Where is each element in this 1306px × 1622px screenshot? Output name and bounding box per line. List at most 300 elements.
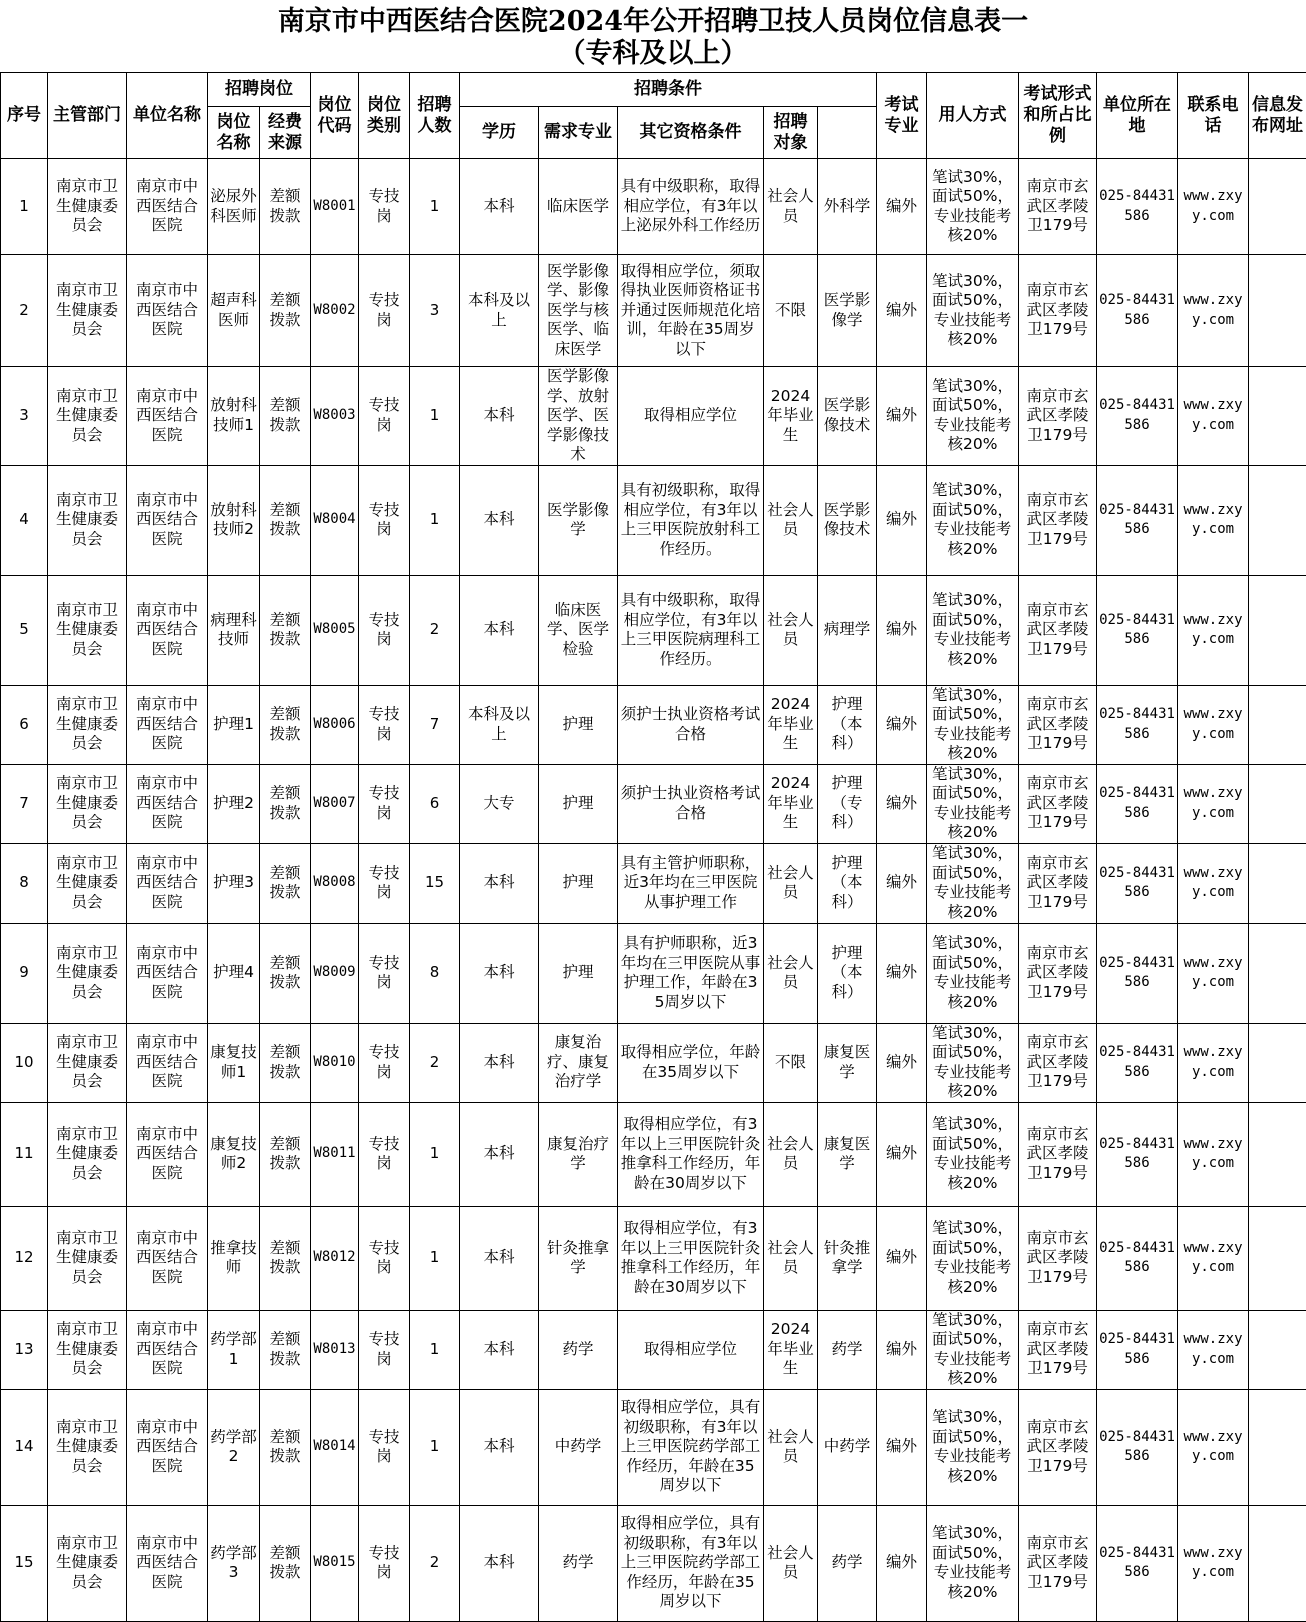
cell-website: www.zxyy.com: [1178, 367, 1249, 466]
cell-category: 专技岗: [359, 764, 410, 843]
table-row: [1, 685, 1306, 764]
table-row: [1, 843, 1306, 923]
cell-notes: [1249, 923, 1306, 1023]
cell-seq: 8: [1, 843, 48, 923]
cell-seq: 11: [1, 1102, 48, 1206]
cell-employ: 编外: [877, 1023, 927, 1102]
cell-code: W8009: [311, 923, 359, 1023]
table-row: [1, 159, 1306, 255]
cell-location: 南京市玄武区孝陵卫179号: [1019, 465, 1097, 575]
cell-category: 专技岗: [359, 843, 410, 923]
cell-notes: [1249, 465, 1306, 575]
cell-website: www.zxyy.com: [1178, 465, 1249, 575]
cell-count: 7: [410, 685, 460, 764]
cell-exam-form: 笔试30%，面试50%，专业技能考核20%: [927, 923, 1019, 1023]
cell-post: 康复技师1: [208, 1023, 260, 1102]
header-dept: 主管部门: [48, 73, 127, 159]
cell-target: 社会人员: [764, 465, 818, 575]
cell-unit: 南京市中西医结合医院: [127, 1505, 208, 1621]
cell-dept: 南京市卫生健康委员会: [48, 1505, 127, 1621]
cell-edu: 本科: [460, 1389, 539, 1505]
cell-dept: 南京市卫生健康委员会: [48, 1102, 127, 1206]
cell-phone: 025-84431586: [1097, 1310, 1178, 1389]
cell-other: 取得相应学位: [618, 1310, 764, 1389]
cell-website: www.zxyy.com: [1178, 1102, 1249, 1206]
cell-location: 南京市玄武区孝陵卫179号: [1019, 1389, 1097, 1505]
cell-notes: [1249, 367, 1306, 466]
cell-edu: 本科: [460, 843, 539, 923]
cell-target: 2024年毕业生: [764, 1310, 818, 1389]
table-row: [1, 923, 1306, 1023]
cell-phone: 025-84431586: [1097, 1102, 1178, 1206]
cell-notes: [1249, 843, 1306, 923]
recruitment-table: [0, 72, 1306, 1622]
cell-exam-form: 笔试30%，面试50%，专业技能考核20%: [927, 1206, 1019, 1310]
cell-target: 2024年毕业生: [764, 367, 818, 466]
cell-edu: 本科: [460, 1023, 539, 1102]
cell-target: 社会人员: [764, 843, 818, 923]
cell-exam-major: 康复医学: [818, 1023, 877, 1102]
cell-location: 南京市玄武区孝陵卫179号: [1019, 843, 1097, 923]
cell-phone: 025-84431586: [1097, 255, 1178, 367]
cell-dept: 南京市卫生健康委员会: [48, 1310, 127, 1389]
cell-edu: 本科: [460, 1206, 539, 1310]
cell-post: 推拿技师: [208, 1206, 260, 1310]
cell-target: 不限: [764, 255, 818, 367]
cell-target: 社会人员: [764, 1206, 818, 1310]
cell-post: 药学部1: [208, 1310, 260, 1389]
cell-exam-form: 笔试30%，面试50%，专业技能考核20%: [927, 255, 1019, 367]
cell-website: www.zxyy.com: [1178, 1505, 1249, 1621]
cell-location: 南京市玄武区孝陵卫179号: [1019, 923, 1097, 1023]
cell-other: 取得相应学位，年龄在35周岁以下: [618, 1023, 764, 1102]
page-subtitle: （专科及以上）: [0, 38, 1306, 72]
cell-unit: 南京市中西医结合医院: [127, 1206, 208, 1310]
cell-exam-major: 医学影像技术: [818, 465, 877, 575]
cell-funding: 差额拨款: [260, 159, 311, 255]
cell-category: 专技岗: [359, 685, 410, 764]
header-post-group: 招聘岗位: [208, 73, 311, 107]
cell-count: 8: [410, 923, 460, 1023]
cell-seq: 4: [1, 465, 48, 575]
cell-target: 社会人员: [764, 1102, 818, 1206]
cell-exam-form: 笔试30%，面试50%，专业技能考核20%: [927, 367, 1019, 466]
cell-category: 专技岗: [359, 1023, 410, 1102]
cell-other: 取得相应学位: [618, 367, 764, 466]
cell-category: 专技岗: [359, 255, 410, 367]
cell-other: 取得相应学位，具有初级职称，有3年以上三甲医院药学部工作经历，年龄在35周岁以下: [618, 1389, 764, 1505]
cell-other: 须护士执业资格考试合格: [618, 685, 764, 764]
cell-code: W8006: [311, 685, 359, 764]
cell-seq: 10: [1, 1023, 48, 1102]
cell-edu: 本科: [460, 159, 539, 255]
cell-exam-form: 笔试30%，面试50%，专业技能考核20%: [927, 1310, 1019, 1389]
cell-seq: 6: [1, 685, 48, 764]
cell-code: W8008: [311, 843, 359, 923]
cell-other: 取得相应学位，须取得执业医师资格证书并通过医师规范化培训，年龄在35周岁以下: [618, 255, 764, 367]
header-exam-form: 考试形式和所占比例: [1019, 73, 1097, 159]
header-exam-major: 考试专业: [877, 73, 927, 159]
cell-funding: 差额拨款: [260, 1310, 311, 1389]
cell-dept: 南京市卫生健康委员会: [48, 255, 127, 367]
cell-employ: 编外: [877, 159, 927, 255]
cell-post: 护理3: [208, 843, 260, 923]
cell-unit: 南京市中西医结合医院: [127, 465, 208, 575]
table-row: [1, 1310, 1306, 1389]
cell-post: 康复技师2: [208, 1102, 260, 1206]
cell-count: 1: [410, 1206, 460, 1310]
cell-other: 取得相应学位，有3年以上三甲医院针灸推拿科工作经历，年龄在30周岁以下: [618, 1206, 764, 1310]
cell-exam-major: 医学影像学: [818, 255, 877, 367]
cell-code: W8002: [311, 255, 359, 367]
cell-seq: 1: [1, 159, 48, 255]
cell-notes: [1249, 159, 1306, 255]
cell-unit: 南京市中西医结合医院: [127, 1310, 208, 1389]
cell-other: 须护士执业资格考试合格: [618, 764, 764, 843]
cell-edu: 大专: [460, 764, 539, 843]
cell-edu: 本科: [460, 465, 539, 575]
cell-category: 专技岗: [359, 1310, 410, 1389]
cell-phone: 025-84431586: [1097, 1389, 1178, 1505]
cell-category: 专技岗: [359, 465, 410, 575]
cell-category: 专技岗: [359, 159, 410, 255]
cell-employ: 编外: [877, 685, 927, 764]
cell-major: 护理: [539, 843, 618, 923]
cell-code: W8010: [311, 1023, 359, 1102]
cell-post: 护理4: [208, 923, 260, 1023]
cell-exam-form: 笔试30%，面试50%，专业技能考核20%: [927, 465, 1019, 575]
cell-major: 中药学: [539, 1389, 618, 1505]
cell-major: 康复治疗学: [539, 1102, 618, 1206]
cell-code: W8005: [311, 575, 359, 685]
cell-phone: 025-84431586: [1097, 685, 1178, 764]
cell-exam-major: 医学影像技术: [818, 367, 877, 466]
cell-other: 具有初级职称，取得相应学位，有3年以上三甲医院放射科工作经历。: [618, 465, 764, 575]
cell-other: 具有护师职称，近3年均在三甲医院从事护理工作，年龄在35周岁以下: [618, 923, 764, 1023]
cell-edu: 本科: [460, 1310, 539, 1389]
cell-seq: 3: [1, 367, 48, 466]
cell-location: 南京市玄武区孝陵卫179号: [1019, 367, 1097, 466]
header-funding: 经费来源: [260, 107, 311, 159]
cell-post: 泌尿外科医师: [208, 159, 260, 255]
cell-phone: 025-84431586: [1097, 1505, 1178, 1621]
cell-dept: 南京市卫生健康委员会: [48, 685, 127, 764]
cell-unit: 南京市中西医结合医院: [127, 764, 208, 843]
cell-target: 社会人员: [764, 1505, 818, 1621]
cell-employ: 编外: [877, 1206, 927, 1310]
cell-post: 药学部2: [208, 1389, 260, 1505]
cell-exam-major: 康复医学: [818, 1102, 877, 1206]
cell-funding: 差额拨款: [260, 685, 311, 764]
cell-seq: 14: [1, 1389, 48, 1505]
table-body: [1, 159, 1306, 1622]
cell-count: 1: [410, 367, 460, 466]
cell-funding: 差额拨款: [260, 1023, 311, 1102]
cell-exam-major: 病理学: [818, 575, 877, 685]
cell-funding: 差额拨款: [260, 843, 311, 923]
cell-code: W8007: [311, 764, 359, 843]
cell-major: 医学影像学、影像医学与核医学、临床医学: [539, 255, 618, 367]
cell-unit: 南京市中西医结合医院: [127, 1102, 208, 1206]
cell-location: 南京市玄武区孝陵卫179号: [1019, 1505, 1097, 1621]
cell-dept: 南京市卫生健康委员会: [48, 465, 127, 575]
cell-target: 社会人员: [764, 923, 818, 1023]
cell-notes: [1249, 1389, 1306, 1505]
cell-employ: 编外: [877, 843, 927, 923]
cell-unit: 南京市中西医结合医院: [127, 843, 208, 923]
cell-funding: 差额拨款: [260, 1102, 311, 1206]
cell-count: 1: [410, 1102, 460, 1206]
cell-major: 医学影像学、放射医学、医学影像技术: [539, 367, 618, 466]
cell-seq: 7: [1, 764, 48, 843]
cell-website: www.zxyy.com: [1178, 923, 1249, 1023]
header-seq: 序号: [1, 73, 48, 159]
cell-unit: 南京市中西医结合医院: [127, 1389, 208, 1505]
cell-exam-major: 护理（本科）: [818, 843, 877, 923]
cell-location: 南京市玄武区孝陵卫179号: [1019, 159, 1097, 255]
cell-dept: 南京市卫生健康委员会: [48, 843, 127, 923]
cell-exam-major: 针灸推拿学: [818, 1206, 877, 1310]
cell-code: W8011: [311, 1102, 359, 1206]
cell-funding: 差额拨款: [260, 1505, 311, 1621]
cell-website: www.zxyy.com: [1178, 159, 1249, 255]
cell-phone: 025-84431586: [1097, 465, 1178, 575]
cell-employ: 编外: [877, 1310, 927, 1389]
cell-count: 1: [410, 1389, 460, 1505]
header-category: 岗位类别: [359, 73, 410, 159]
cell-dept: 南京市卫生健康委员会: [48, 923, 127, 1023]
cell-employ: 编外: [877, 923, 927, 1023]
cell-category: 专技岗: [359, 1102, 410, 1206]
cell-employ: 编外: [877, 1102, 927, 1206]
cell-code: W8004: [311, 465, 359, 575]
cell-major: 医学影像学: [539, 465, 618, 575]
table-row: [1, 1505, 1306, 1621]
cell-post: 药学部3: [208, 1505, 260, 1621]
cell-funding: 差额拨款: [260, 1206, 311, 1310]
cell-post: 超声科医师: [208, 255, 260, 367]
cell-target: 社会人员: [764, 575, 818, 685]
cell-website: www.zxyy.com: [1178, 1023, 1249, 1102]
cell-target: 社会人员: [764, 159, 818, 255]
cell-employ: 编外: [877, 1389, 927, 1505]
cell-other: 具有中级职称，取得相应学位，有3年以上三甲医院病理科工作经历。: [618, 575, 764, 685]
cell-funding: 差额拨款: [260, 255, 311, 367]
cell-count: 1: [410, 1310, 460, 1389]
header-edu: 学历: [460, 107, 539, 159]
cell-count: 2: [410, 575, 460, 685]
table-row: [1, 764, 1306, 843]
cell-funding: 差额拨款: [260, 764, 311, 843]
cell-phone: 025-84431586: [1097, 159, 1178, 255]
header-target: 招聘对象: [764, 107, 818, 159]
cell-target: 2024年毕业生: [764, 685, 818, 764]
cell-funding: 差额拨款: [260, 923, 311, 1023]
cell-category: 专技岗: [359, 1389, 410, 1505]
cell-dept: 南京市卫生健康委员会: [48, 1389, 127, 1505]
header-website: 信息发布网址: [1249, 73, 1306, 159]
header-employ: 用人方式: [927, 73, 1019, 159]
cell-unit: 南京市中西医结合医院: [127, 923, 208, 1023]
cell-notes: [1249, 1023, 1306, 1102]
cell-count: 6: [410, 764, 460, 843]
cell-count: 15: [410, 843, 460, 923]
cell-major: 护理: [539, 685, 618, 764]
header-other: 其它资格条件: [618, 107, 764, 159]
cell-major: 药学: [539, 1310, 618, 1389]
cell-major: 临床医学: [539, 159, 618, 255]
cell-phone: 025-84431586: [1097, 1206, 1178, 1310]
cell-location: 南京市玄武区孝陵卫179号: [1019, 1310, 1097, 1389]
cell-website: www.zxyy.com: [1178, 1206, 1249, 1310]
cell-funding: 差额拨款: [260, 367, 311, 466]
cell-dept: 南京市卫生健康委员会: [48, 1023, 127, 1102]
cell-other: 具有主管护师职称，近3年均在三甲医院从事护理工作: [618, 843, 764, 923]
cell-other: 取得相应学位，有3年以上三甲医院针灸推拿科工作经历，年龄在30周岁以下: [618, 1102, 764, 1206]
cell-dept: 南京市卫生健康委员会: [48, 1206, 127, 1310]
cell-exam-form: 笔试30%，面试50%，专业技能考核20%: [927, 1389, 1019, 1505]
table-row: [1, 255, 1306, 367]
cell-exam-major: 中药学: [818, 1389, 877, 1505]
cell-exam-form: 笔试30%，面试50%，专业技能考核20%: [927, 1505, 1019, 1621]
cell-count: 1: [410, 159, 460, 255]
cell-notes: [1249, 685, 1306, 764]
cell-location: 南京市玄武区孝陵卫179号: [1019, 575, 1097, 685]
cell-website: www.zxyy.com: [1178, 1310, 1249, 1389]
cell-employ: 编外: [877, 367, 927, 466]
header-cond-group: 招聘条件: [460, 73, 877, 107]
cell-dept: 南京市卫生健康委员会: [48, 764, 127, 843]
cell-count: 3: [410, 255, 460, 367]
page-title: 南京市中西医结合医院2024年公开招聘卫技人员岗位信息表一: [0, 0, 1306, 38]
cell-website: www.zxyy.com: [1178, 1389, 1249, 1505]
cell-location: 南京市玄武区孝陵卫179号: [1019, 1206, 1097, 1310]
cell-funding: 差额拨款: [260, 1389, 311, 1505]
cell-employ: 编外: [877, 465, 927, 575]
cell-unit: 南京市中西医结合医院: [127, 1023, 208, 1102]
cell-exam-form: 笔试30%，面试50%，专业技能考核20%: [927, 1023, 1019, 1102]
table-row: [1, 465, 1306, 575]
cell-unit: 南京市中西医结合医院: [127, 159, 208, 255]
cell-edu: 本科: [460, 367, 539, 466]
cell-target: 2024年毕业生: [764, 764, 818, 843]
cell-major: 针灸推拿学: [539, 1206, 618, 1310]
cell-dept: 南京市卫生健康委员会: [48, 575, 127, 685]
cell-employ: 编外: [877, 255, 927, 367]
cell-phone: 025-84431586: [1097, 575, 1178, 685]
cell-post: 放射科技师1: [208, 367, 260, 466]
cell-edu: 本科: [460, 1505, 539, 1621]
header-count: 招聘人数: [410, 73, 460, 159]
cell-exam-major: 护理（专科）: [818, 764, 877, 843]
cell-exam-form: 笔试30%，面试50%，专业技能考核20%: [927, 159, 1019, 255]
cell-exam-major: 药学: [818, 1505, 877, 1621]
cell-exam-major: 护理（本科）: [818, 923, 877, 1023]
cell-seq: 15: [1, 1505, 48, 1621]
cell-phone: 025-84431586: [1097, 764, 1178, 843]
cell-notes: [1249, 575, 1306, 685]
cell-seq: 12: [1, 1206, 48, 1310]
cell-major: 护理: [539, 764, 618, 843]
table-row: [1, 1023, 1306, 1102]
cell-employ: 编外: [877, 1505, 927, 1621]
cell-exam-form: 笔试30%，面试50%，专业技能考核20%: [927, 764, 1019, 843]
cell-major: 护理: [539, 923, 618, 1023]
cell-location: 南京市玄武区孝陵卫179号: [1019, 1102, 1097, 1206]
cell-seq: 2: [1, 255, 48, 367]
cell-target: 社会人员: [764, 1389, 818, 1505]
cell-unit: 南京市中西医结合医院: [127, 685, 208, 764]
cell-exam-form: 笔试30%，面试50%，专业技能考核20%: [927, 685, 1019, 764]
cell-seq: 5: [1, 575, 48, 685]
cell-unit: 南京市中西医结合医院: [127, 255, 208, 367]
cell-phone: 025-84431586: [1097, 367, 1178, 466]
cell-phone: 025-84431586: [1097, 1023, 1178, 1102]
cell-category: 专技岗: [359, 923, 410, 1023]
cell-edu: 本科: [460, 923, 539, 1023]
cell-count: 2: [410, 1023, 460, 1102]
cell-code: W8012: [311, 1206, 359, 1310]
cell-notes: [1249, 1310, 1306, 1389]
cell-website: www.zxyy.com: [1178, 255, 1249, 367]
cell-notes: [1249, 1206, 1306, 1310]
cell-notes: [1249, 255, 1306, 367]
cell-exam-major: 药学: [818, 1310, 877, 1389]
cell-post: 放射科技师2: [208, 465, 260, 575]
cell-seq: 13: [1, 1310, 48, 1389]
cell-location: 南京市玄武区孝陵卫179号: [1019, 764, 1097, 843]
cell-exam-form: 笔试30%，面试50%，专业技能考核20%: [927, 843, 1019, 923]
cell-post: 病理科技师: [208, 575, 260, 685]
cell-count: 2: [410, 1505, 460, 1621]
cell-post: 护理2: [208, 764, 260, 843]
table-row: [1, 1206, 1306, 1310]
header-location: 单位所在地: [1097, 73, 1178, 159]
table-row: [1, 367, 1306, 466]
header-post-name: 岗位名称: [208, 107, 260, 159]
cell-major: 康复治疗、康复治疗学: [539, 1023, 618, 1102]
cell-dept: 南京市卫生健康委员会: [48, 159, 127, 255]
cell-notes: [1249, 1102, 1306, 1206]
cell-code: W8014: [311, 1389, 359, 1505]
cell-other: 取得相应学位，具有初级职称，有3年以上三甲医院药学部工作经历，年龄在35周岁以下: [618, 1505, 764, 1621]
cell-unit: 南京市中西医结合医院: [127, 367, 208, 466]
header-code: 岗位代码: [311, 73, 359, 159]
cell-location: 南京市玄武区孝陵卫179号: [1019, 255, 1097, 367]
cell-exam-form: 笔试30%，面试50%，专业技能考核20%: [927, 1102, 1019, 1206]
header-phone: 联系电话: [1178, 73, 1249, 159]
cell-phone: 025-84431586: [1097, 843, 1178, 923]
cell-employ: 编外: [877, 575, 927, 685]
cell-notes: [1249, 1505, 1306, 1621]
cell-code: W8013: [311, 1310, 359, 1389]
cell-website: www.zxyy.com: [1178, 685, 1249, 764]
cell-code: W8001: [311, 159, 359, 255]
cell-category: 专技岗: [359, 1505, 410, 1621]
cell-employ: 编外: [877, 764, 927, 843]
cell-website: www.zxyy.com: [1178, 575, 1249, 685]
cell-exam-major: 护理（本科）: [818, 685, 877, 764]
cell-category: 专技岗: [359, 575, 410, 685]
cell-phone: 025-84431586: [1097, 923, 1178, 1023]
cell-target: 不限: [764, 1023, 818, 1102]
cell-post: 护理1: [208, 685, 260, 764]
cell-count: 1: [410, 465, 460, 575]
cell-dept: 南京市卫生健康委员会: [48, 367, 127, 466]
table-row: [1, 575, 1306, 685]
cell-edu: 本科及以上: [460, 255, 539, 367]
header-unit: 单位名称: [127, 73, 208, 159]
